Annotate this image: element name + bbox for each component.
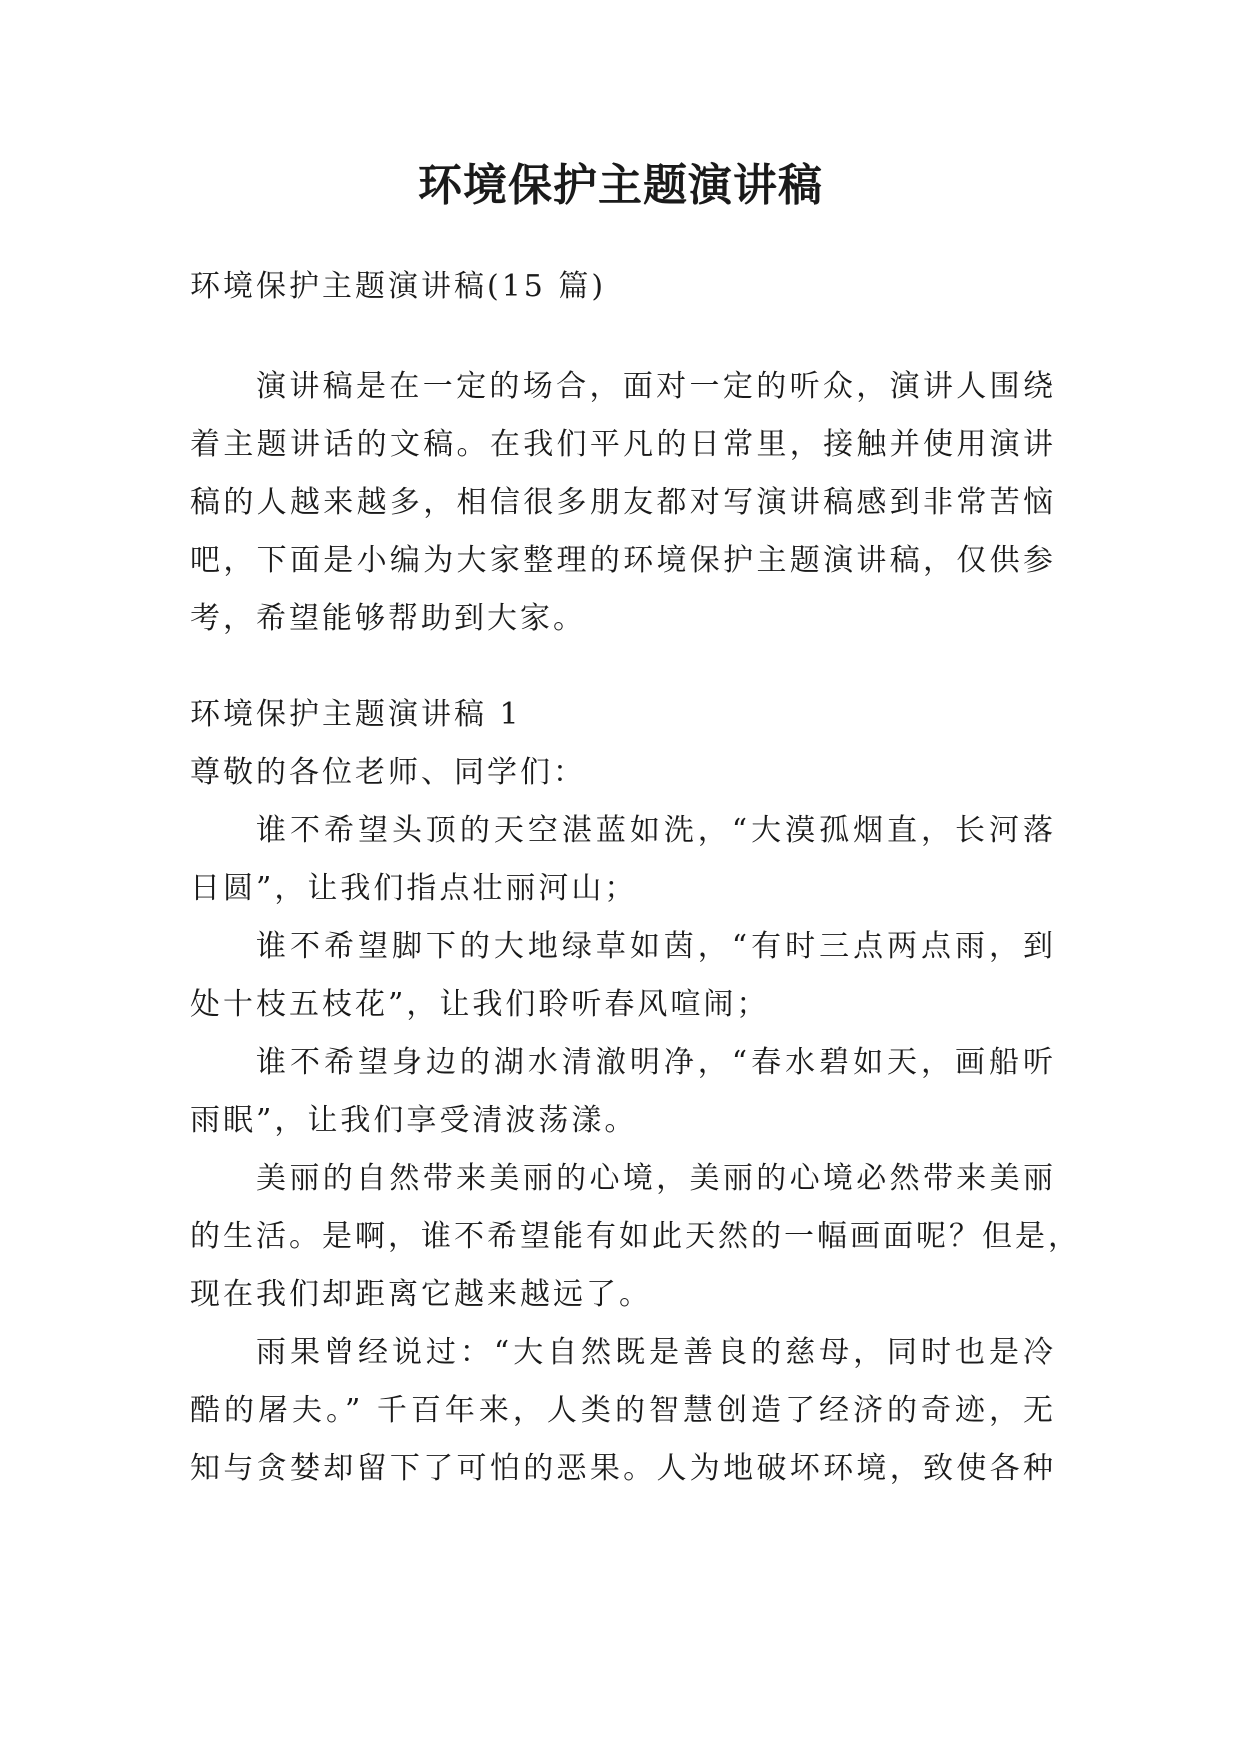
document-subtitle: 环境保护主题演讲稿(15 篇)	[190, 269, 607, 304]
body-line: 谁不希望头顶的天空湛蓝如洗，“大漠孤烟直，长河落	[256, 813, 1056, 848]
section-heading: 环境保护主题演讲稿 1	[190, 697, 522, 732]
document-title: 环境保护主题演讲稿	[418, 160, 823, 211]
body-line: 日圆”，让我们指点壮丽河山；	[190, 871, 638, 906]
body-line: 的生活。是啊，谁不希望能有如此天然的一幅画面呢？但是，	[190, 1219, 1081, 1254]
greeting: 尊敬的各位老师、同学们：	[190, 755, 586, 790]
body-line: 处十枝五枝花”，让我们聆听春风喧闹；	[190, 987, 770, 1022]
body-line: 谁不希望身边的湖水清澈明净，“春水碧如天，画船听	[256, 1045, 1056, 1080]
body-line: 雨眠”，让我们享受清波荡漾。	[190, 1103, 638, 1138]
body-line: 知与贪婪却留下了可怕的恶果。人为地破坏环境，致使各种	[190, 1451, 1056, 1486]
body-line: 美丽的自然带来美丽的心境，美丽的心境必然带来美丽	[256, 1161, 1056, 1196]
body-line: 谁不希望脚下的大地绿草如茵，“有时三点两点雨，到	[256, 929, 1056, 964]
intro-line: 考，希望能够帮助到大家。	[190, 601, 586, 636]
intro-line: 着主题讲话的文稿。在我们平凡的日常里，接触并使用演讲	[190, 427, 1056, 462]
body-line: 现在我们却距离它越来越远了。	[190, 1277, 652, 1312]
body-line: 雨果曾经说过：“大自然既是善良的慈母，同时也是冷	[256, 1335, 1056, 1370]
intro-line: 演讲稿是在一定的场合，面对一定的听众，演讲人围绕	[256, 369, 1056, 404]
body-line: 酷的屠夫。” 千百年来，人类的智慧创造了经济的奇迹，无	[190, 1393, 1056, 1428]
intro-line: 稿的人越来越多，相信很多朋友都对写演讲稿感到非常苦恼	[190, 485, 1056, 520]
intro-line: 吧，下面是小编为大家整理的环境保护主题演讲稿，仅供参	[190, 543, 1056, 578]
